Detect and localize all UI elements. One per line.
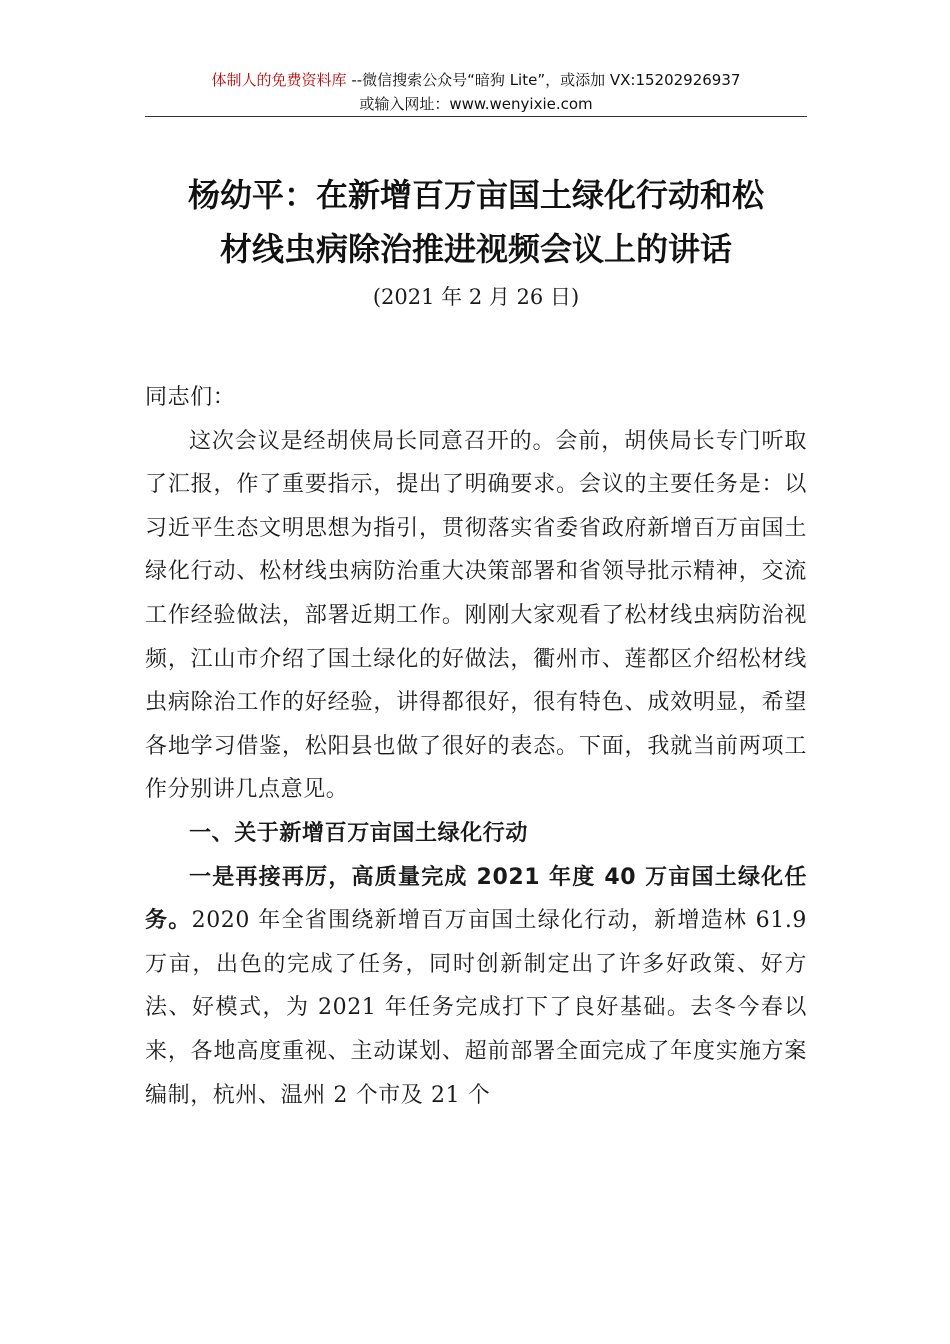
title-line-2: 材线虫病除治推进视频会议上的讲话 (219, 230, 732, 268)
document-body (145, 376, 807, 1117)
document-date: (2021 年 2 月 26 日) (372, 285, 580, 309)
paragraph-2-body: 2020 年全省围绕新增百万亩国土绿化行动，新增造林 61.9 万亩，出色的完成了任务，同时创新制定出了许多好政策、好方法、好模式，为 2021 年任务完成打下了良好基础。去冬今春以来，各地高度重视、主动谋划、超前部署全面完成了年度实施方案编制，杭州、温州 2 个市及 21 个 (145, 908, 808, 1108)
header-divider (145, 116, 807, 117)
header-contact: --微信搜索公众号“暗狗 Lite”，或添加 VX:15202926937 (346, 71, 741, 89)
paragraph-2-lead: 一是再接再厉，高质量完成 2021 年度 40 万亩国土绿化任务。 (145, 864, 807, 934)
paragraph-2 (145, 856, 807, 1118)
salutation: 同志们： (145, 385, 236, 410)
page-header (145, 68, 807, 116)
document-title (140, 168, 812, 276)
header-line-2: 或输入网址：www.wenyixie.com (359, 95, 593, 113)
header-line-1 (145, 68, 807, 92)
header-brand: 体制人的免费资料库 (211, 71, 347, 89)
paragraph-1: 这次会议是经胡侠局长同意召开的。会前，胡侠局长专门听取了汇报，作了重要指示，提出了明确要求。会议的主要任务是：以习近平生态文明思想为指引，贯彻落实省委省政府新增百万亩国土绿化行动、松材线虫病防治重大决策部署和省领导批示精神，交流工作经验做法，部署近期工作。刚刚大家观看了松材线虫病防治视频，江山市介绍了国土绿化的好做法，衢州市、莲都区介绍松材线虫病除治工作的好经验，讲得都很好，很有特色、成效明显，希望各地学习借鉴，松阳县也做了很好的表态。下面，我就当前两项工作分别讲几点意见。 (145, 428, 807, 803)
title-line-1: 杨幼平：在新增百万亩国土绿化行动和松 (187, 176, 764, 214)
section-1-heading: 一、关于新增百万亩国土绿化行动 (189, 820, 529, 846)
